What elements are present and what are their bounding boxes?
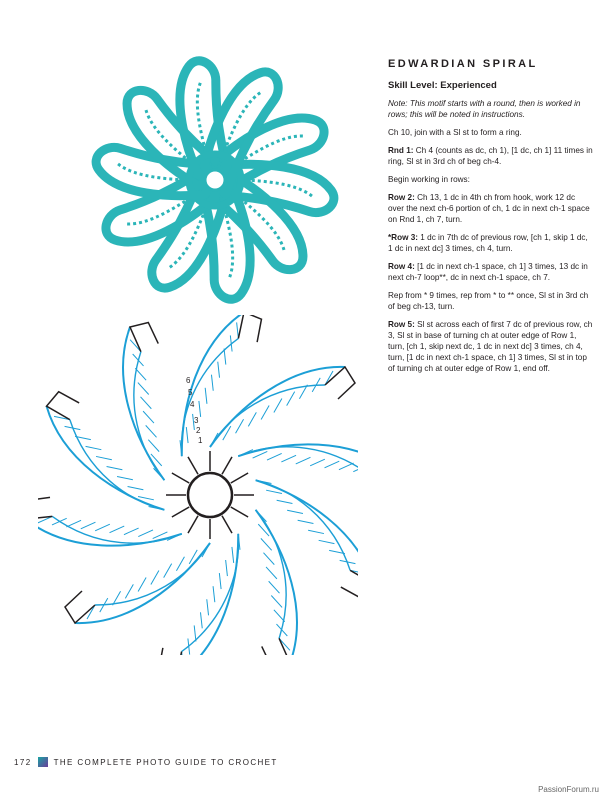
row4-instruction: Row 4: [1 dc in next ch-1 space, ch 1] 3 times, 13 dc in next ch-7 loop**, dc in next ch-1 space, ch 7.	[388, 262, 588, 282]
diagram-stitch	[128, 340, 144, 352]
diagram-row-line	[95, 543, 210, 605]
diagram-rnd1-stitch	[222, 516, 232, 533]
repeat-instruction: Rep from * 9 times, rep from * to ** once, Sl st in 3rd ch of beg ch-13, turn.	[388, 291, 589, 311]
diagram-stitch	[143, 425, 159, 437]
skill-level: Skill Level: Experienced	[388, 80, 497, 91]
diagram-row-line	[129, 534, 285, 655]
diagram-stitch	[138, 525, 153, 541]
ring-instruction: Ch 10, join with a Sl st to form a ring.	[388, 128, 522, 137]
diagram-rnd1-stitch	[231, 507, 248, 517]
diagram-stitch	[151, 468, 167, 480]
diagram-stitch	[164, 564, 172, 578]
diagram-foundation-ring	[188, 473, 232, 517]
diagram-stitch	[110, 521, 125, 537]
diagram-edge-row	[325, 367, 355, 399]
diagram-stitch	[81, 518, 96, 534]
diagram-stitch	[96, 452, 112, 464]
diagram-rnd1-stitch	[172, 507, 189, 517]
diagram-stitch	[95, 519, 110, 535]
diagram-arm	[210, 367, 355, 447]
diagram-stitch	[86, 442, 102, 454]
diagram-row-number: 1	[198, 436, 203, 445]
diagram-stitch	[135, 383, 151, 395]
diagram-stitch	[310, 455, 325, 471]
diagram-stitch	[117, 472, 133, 484]
diagram-edge-row	[256, 634, 296, 655]
diagram-row-number: 5	[188, 388, 193, 397]
motif-photo	[80, 55, 350, 305]
diagram-stitch	[138, 577, 146, 591]
diagram-stitch	[211, 362, 226, 378]
row3-instruction: *Row 3: 1 dc in 7th dc of previous row, [ch 1, skip 1 dc, 1 dc in next dc] 3 times, ch 4, turn.	[388, 233, 588, 253]
diagram-stitch	[340, 556, 356, 568]
pattern-instructions	[388, 58, 593, 381]
diagram-stitch	[52, 514, 67, 530]
diagram-row-number: 3	[194, 416, 199, 425]
crochet-diagram	[38, 315, 358, 655]
page-number: 172	[14, 757, 32, 767]
diagram-stitch	[128, 482, 144, 494]
motif-center-hole	[205, 170, 225, 190]
diagram-stitch	[261, 553, 277, 565]
diagram-stitch	[261, 405, 269, 419]
diagram-row-line	[145, 534, 274, 652]
diagram-arm	[65, 543, 210, 623]
diagram-edge-row	[124, 318, 164, 356]
diagram-stitch	[146, 440, 162, 452]
diagram-stitch	[188, 625, 203, 641]
diagram-stitch	[353, 460, 358, 476]
diagram-row-number: 2	[196, 426, 201, 435]
diagram-row-line	[210, 385, 325, 447]
diagram-stitch	[296, 453, 311, 469]
diagram-stitch	[298, 516, 314, 528]
diagram-rnd1-stitch	[188, 516, 198, 533]
diagram-edge-row	[337, 565, 358, 603]
note-paragraph: Note: This motif starts with a round, then is worked in rows; this will be noted in instructions.	[388, 99, 581, 119]
diagram-stitch	[176, 557, 184, 571]
diagram-stitch	[258, 538, 274, 550]
diagram-stitch	[210, 433, 218, 447]
diagram-stitch	[274, 399, 282, 413]
page-footer	[14, 757, 278, 767]
diagram-stitch	[207, 586, 222, 602]
book-logo-icon	[38, 757, 48, 767]
diagram-stitch	[213, 573, 228, 589]
diagram-stitch	[287, 392, 295, 406]
diagram-stitch	[205, 375, 220, 391]
diagram-rnd1-stitch	[231, 473, 248, 483]
row5-instruction: Row 5: Sl st across each of first 7 dc of previous row, ch 3, Sl st in base of turning ch at outer edge of Row 1, turn, [ch 1, skip next dc, 1 dc in next dc] 3 times, ch 4, turn, [1 dc in next ch-1 space, ch 1] 3 times, Sl st in top of turning ch at outer edge of Row 1, end off.	[388, 320, 593, 373]
diagram-stitch	[253, 510, 269, 522]
motif-shape	[90, 57, 339, 303]
diagram-stitch	[319, 536, 335, 548]
watermark: PassionForum.ru	[538, 785, 599, 794]
diagram-stitch	[125, 584, 133, 598]
diagram-stitch	[107, 462, 123, 474]
diagram-stitch	[199, 388, 214, 404]
rnd1-instruction: Rnd 1: Ch 4 (counts as dc, ch 1), [1 dc, ch 1] 11 times in ring, Sl st in 3rd ch of beg ch-4.	[388, 146, 593, 166]
diagram-rnd1-stitch	[222, 457, 232, 474]
diagram-stitch	[175, 652, 190, 655]
row2-instruction: Row 2: Ch 13, 1 dc in 4th ch from hook, work 12 dc over the next ch-6 portion of ch, 1 dc in next ch-1 space on Rnd 1, ch 7, turn.	[388, 193, 590, 224]
diagram-arm	[256, 455, 358, 618]
diagram-arm	[38, 449, 182, 599]
diagram-stitch	[267, 449, 282, 465]
diagram-stitch	[269, 596, 285, 608]
diagram-edge-row	[65, 591, 95, 623]
diagram-stitch	[281, 451, 296, 467]
diagram-stitch	[141, 411, 157, 423]
diagram-edge-row	[38, 487, 61, 531]
book-title: THE COMPLETE PHOTO GUIDE TO CROCHET	[53, 757, 278, 767]
pattern-title: EDWARDIAN SPIRAL	[388, 58, 538, 70]
diagram-row-line	[145, 338, 274, 456]
diagram-stitch	[277, 496, 293, 508]
diagram-stitch	[325, 456, 340, 472]
diagram-stitch	[266, 581, 282, 593]
diagram-edge-row	[43, 387, 83, 425]
diagram-arm	[238, 391, 358, 541]
diagram-stitch	[192, 401, 207, 417]
begin-rows: Begin working in rows:	[388, 175, 470, 184]
diagram-stitch	[218, 349, 233, 365]
diagram-stitch	[138, 397, 154, 409]
diagram-row-number: 4	[190, 400, 195, 409]
diagram-row-line	[52, 466, 181, 584]
diagram-stitch	[248, 412, 256, 426]
diagram-stitch	[264, 567, 280, 579]
diagram-stitch	[308, 526, 324, 538]
diagram-stitch	[236, 419, 244, 433]
diagram-stitch	[277, 638, 293, 650]
diagram-stitch	[287, 506, 303, 518]
diagram-stitch	[124, 523, 139, 539]
diagram-stitch	[200, 599, 215, 615]
diagram-stitch	[151, 571, 159, 585]
diagram-stitch	[230, 322, 245, 338]
diagram-row-line	[238, 406, 358, 524]
diagram-rnd1-stitch	[188, 457, 198, 474]
diagram-stitch	[65, 422, 81, 434]
diagram-stitch	[194, 612, 209, 628]
diagram-rnd1-stitch	[172, 473, 189, 483]
diagram-stitch	[38, 512, 52, 528]
diagram-row-number: 6	[186, 376, 191, 385]
diagram-stitch	[202, 543, 210, 557]
diagram-stitch	[219, 560, 234, 576]
